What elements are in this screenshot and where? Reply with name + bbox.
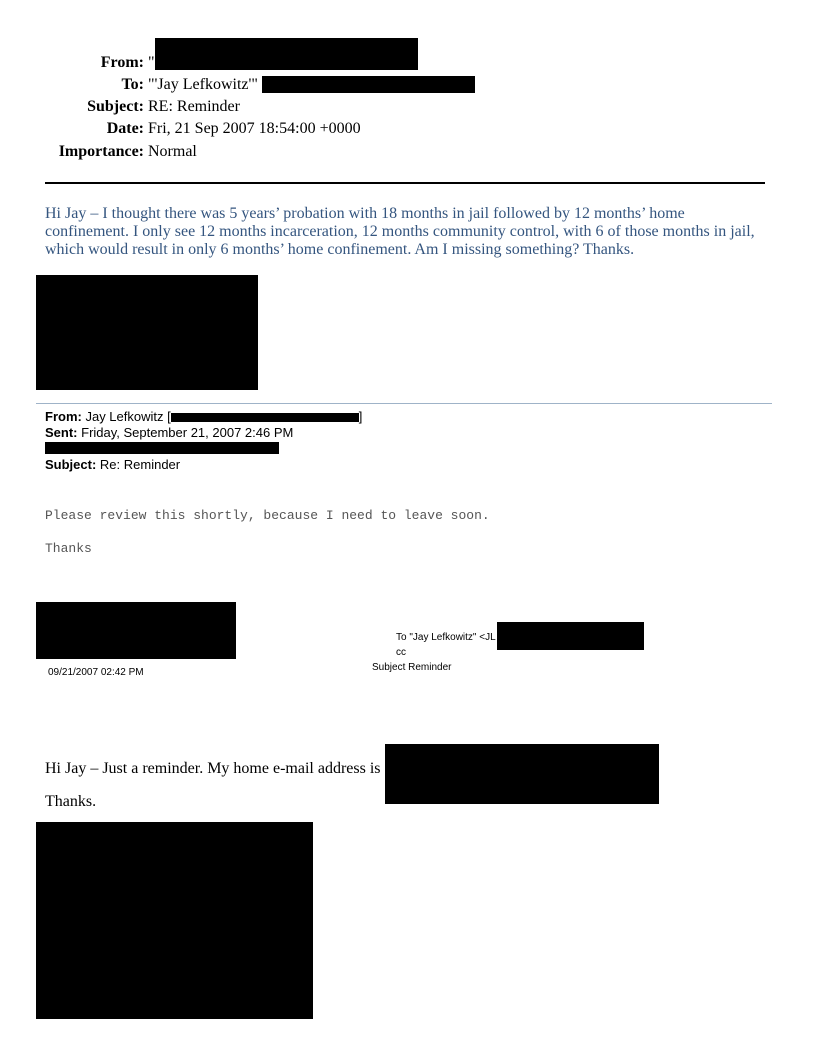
- redaction-signature-1: [36, 275, 258, 390]
- redaction-to: [262, 76, 475, 93]
- reply-message: Hi Jay – I thought there was 5 years’ probation with 18 months in jail followed by 12 months’ home confinement. I only see 12 months incarceration, 12 months community control, with 6 of those months in jail, which would result in only 6 months’ home confinement. Am I missing something? Thanks.: [45, 205, 755, 258]
- forward-body-line-1: Please review this shortly, because I need to leave soon.: [45, 508, 490, 523]
- redaction-original-to: [497, 622, 644, 650]
- redaction-forward-email: [171, 413, 359, 422]
- original-to-label: To: [396, 632, 407, 643]
- redaction-home-email: [385, 744, 659, 804]
- original-to-value: "Jay Lefkowitz" <JL: [409, 632, 496, 643]
- forward-subject-value: Re: Reminder: [99, 457, 181, 472]
- original-date: 09/21/2007 02:42 PM: [48, 667, 144, 678]
- redaction-forward-to: [45, 442, 279, 454]
- importance-value: Normal: [148, 143, 197, 160]
- forward-from-value: Jay Lefkowitz [: [85, 409, 171, 424]
- forward-from-label: From:: [45, 409, 82, 424]
- forward-separator: [36, 403, 772, 404]
- original-subject-label: Subject: [372, 662, 406, 673]
- forward-from-line: [45, 409, 362, 425]
- redaction-sender-block: [36, 602, 236, 659]
- original-subject-value: Reminder: [408, 662, 452, 673]
- original-body-line-2: Thanks.: [45, 793, 97, 810]
- original-cc-label: cc: [396, 647, 406, 658]
- to-value: "'Jay Lefkowitz'": [148, 76, 258, 93]
- header-divider: [45, 182, 765, 184]
- date-value: Fri, 21 Sep 2007 18:54:00 +0000: [148, 120, 361, 137]
- redaction-from: [155, 38, 418, 70]
- original-body-line-1: Hi Jay – Just a reminder. My home e-mail address is: [45, 760, 381, 777]
- forward-from-close: ]: [358, 409, 363, 424]
- forward-sent-line: [45, 425, 293, 441]
- forward-body-line-2: Thanks: [45, 541, 92, 556]
- subject-label: Subject:: [87, 98, 144, 115]
- original-to-line: [396, 632, 496, 643]
- subject-value: RE: Reminder: [148, 98, 240, 115]
- date-label: Date:: [106, 120, 144, 137]
- forward-sent-label: Sent:: [45, 425, 78, 440]
- forward-sent-value: Friday, September 21, 2007 2:46 PM: [81, 425, 294, 440]
- from-label: From:: [100, 54, 144, 71]
- redaction-signature-2: [36, 822, 313, 1019]
- original-subject-line: [372, 662, 452, 673]
- forward-subject-line: [45, 457, 180, 473]
- importance-label: Importance:: [58, 143, 144, 160]
- from-value: ": [148, 54, 155, 71]
- to-label: To:: [121, 76, 144, 93]
- forward-subject-label: Subject:: [45, 457, 97, 472]
